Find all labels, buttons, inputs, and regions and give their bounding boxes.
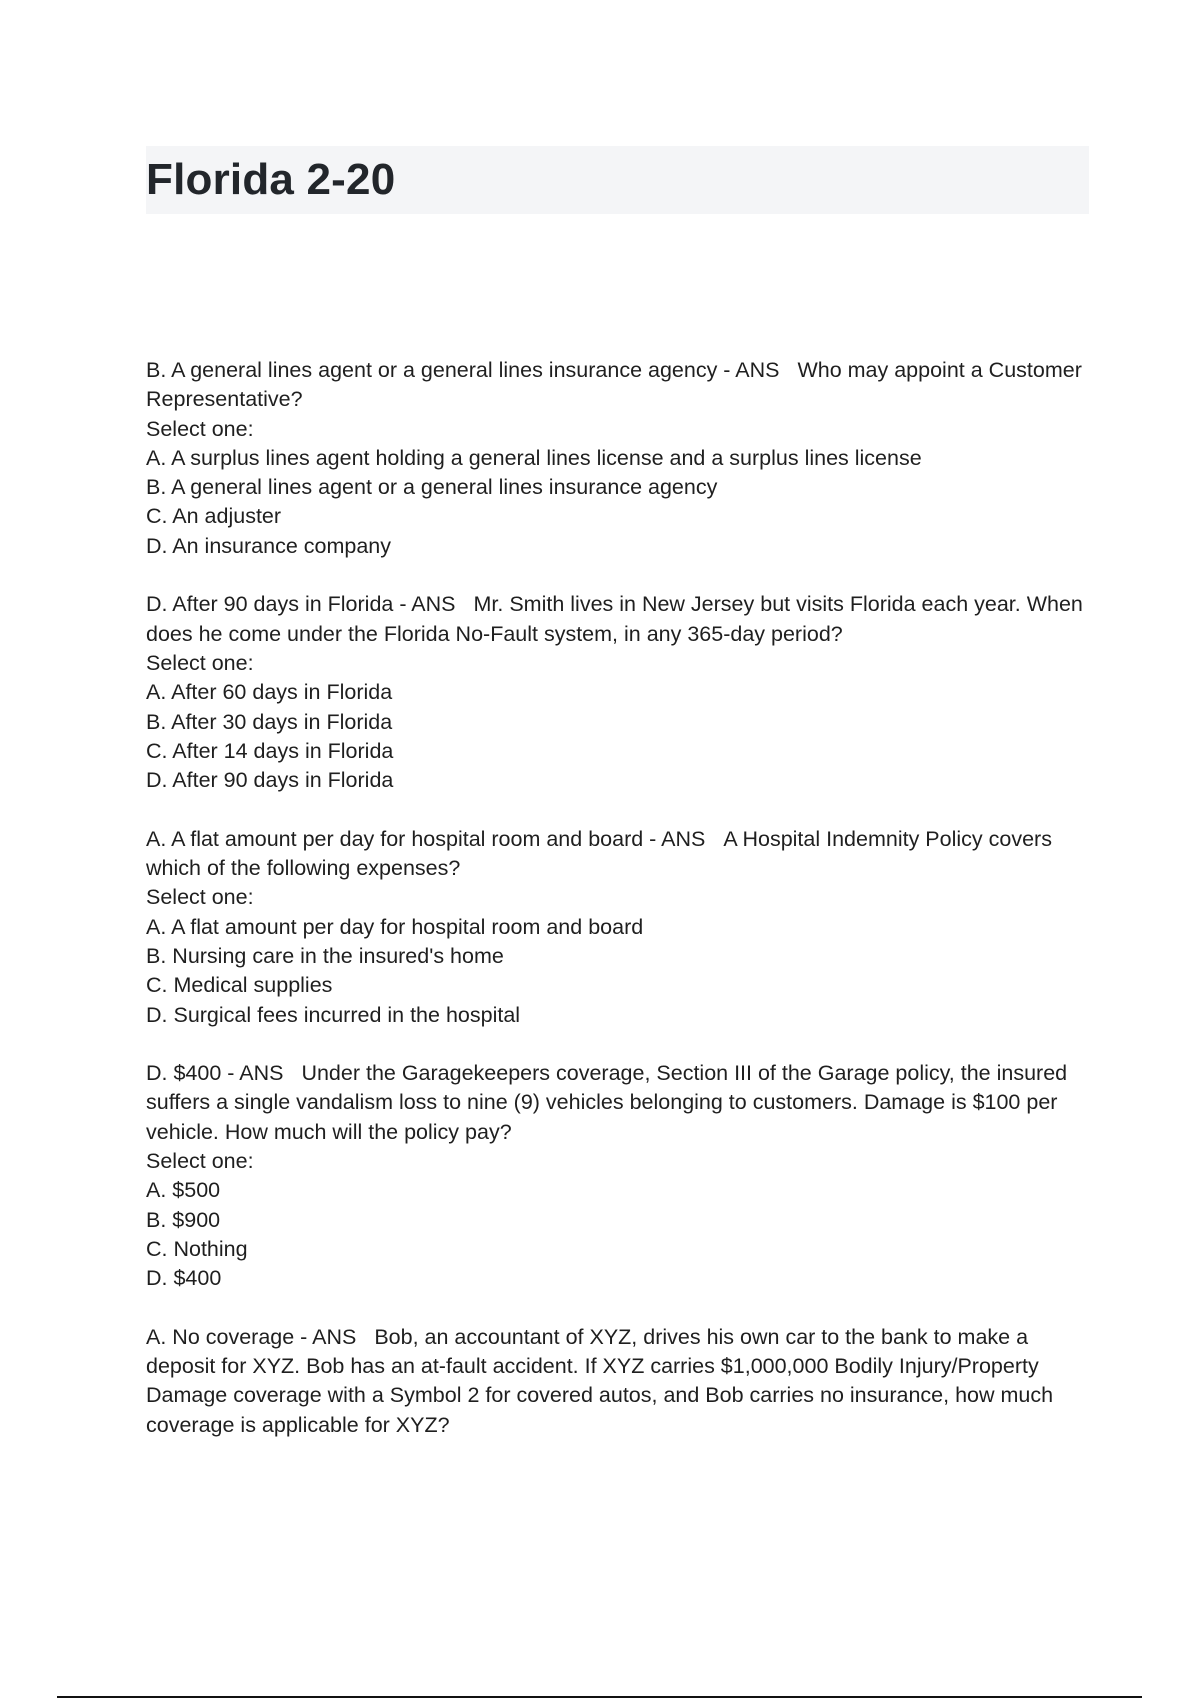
question-block bbox=[146, 1323, 1086, 1440]
question-text: Who may appoint a Customer Representative? bbox=[146, 358, 1082, 412]
select-prompt: Select one: bbox=[146, 1149, 254, 1174]
question-text: Mr. Smith lives in New Jersey but visits Florida each year. When does he come under the Florida No-Fault system, in any 365-day period? bbox=[146, 592, 1083, 646]
answer-text: D. After 90 days in Florida - ANS bbox=[146, 592, 456, 617]
question-block bbox=[146, 825, 1086, 1030]
question-block bbox=[146, 1059, 1086, 1293]
option-item: D. An insurance company bbox=[146, 533, 391, 558]
option-item: B. Nursing care in the insured's home bbox=[146, 943, 504, 968]
option-item: D. After 90 days in Florida bbox=[146, 768, 394, 793]
answer-text: B. A general lines agent or a general lines insurance agency - ANS bbox=[146, 358, 780, 382]
option-item: A. A flat amount per day for hospital room and board bbox=[146, 914, 644, 939]
option-item: D. Surgical fees incurred in the hospital bbox=[146, 1002, 521, 1027]
question-stem bbox=[146, 356, 1086, 415]
select-prompt: Select one: bbox=[146, 885, 254, 910]
answer-text: A. A flat amount per day for hospital room and board - ANS bbox=[146, 826, 706, 851]
question-text: A Hospital Indemnity Policy covers which of the following expenses? bbox=[146, 826, 1052, 881]
option-item: B. $900 bbox=[146, 1207, 221, 1232]
question-text: Under the Garagekeepers coverage, Section III of the Garage policy, the insured suffers a single vandalism loss to nine (9) vehicles belonging to customers. Damage is $100 per vehicle. How much will the policy pay? bbox=[146, 1061, 1068, 1144]
title-banner bbox=[146, 146, 1089, 214]
option-item: B. A general lines agent or a general lines insurance agency bbox=[146, 475, 718, 500]
option-item: C. Nothing bbox=[146, 1236, 248, 1261]
option-item: D. $400 bbox=[146, 1266, 222, 1291]
question-stem bbox=[146, 1059, 1086, 1147]
option-item: A. After 60 days in Florida bbox=[146, 680, 393, 705]
question-block bbox=[146, 590, 1086, 795]
question-block bbox=[146, 356, 1086, 561]
document-title: Florida 2-20 bbox=[146, 155, 396, 204]
select-prompt: Select one: bbox=[146, 416, 254, 441]
question-list bbox=[146, 356, 1086, 1469]
option-item: C. After 14 days in Florida bbox=[146, 738, 394, 763]
question-text: Bob, an accountant of XYZ, drives his own car to the bank to make a deposit for XYZ. Bob has an at-fault accident. If XYZ carries $1,000,000 Bodily Injury/Property Damage coverage with a Symbol 2 for covered autos, and Bob carries no insurance, how much coverage is applicable for XYZ? bbox=[146, 1324, 1054, 1437]
footer-divider bbox=[57, 1696, 1142, 1698]
option-item: B. After 30 days in Florida bbox=[146, 709, 393, 734]
option-item: A. $500 bbox=[146, 1178, 221, 1203]
option-item: C. Medical supplies bbox=[146, 973, 333, 998]
answer-text: A. No coverage - ANS bbox=[146, 1324, 357, 1349]
question-stem bbox=[146, 825, 1086, 884]
option-item: A. A surplus lines agent holding a general lines license and a surplus lines license bbox=[146, 445, 922, 470]
option-item: C. An adjuster bbox=[146, 504, 282, 529]
question-stem bbox=[146, 590, 1086, 649]
question-stem bbox=[146, 1323, 1086, 1440]
select-prompt: Select one: bbox=[146, 650, 254, 675]
answer-text: D. $400 - ANS bbox=[146, 1061, 284, 1086]
